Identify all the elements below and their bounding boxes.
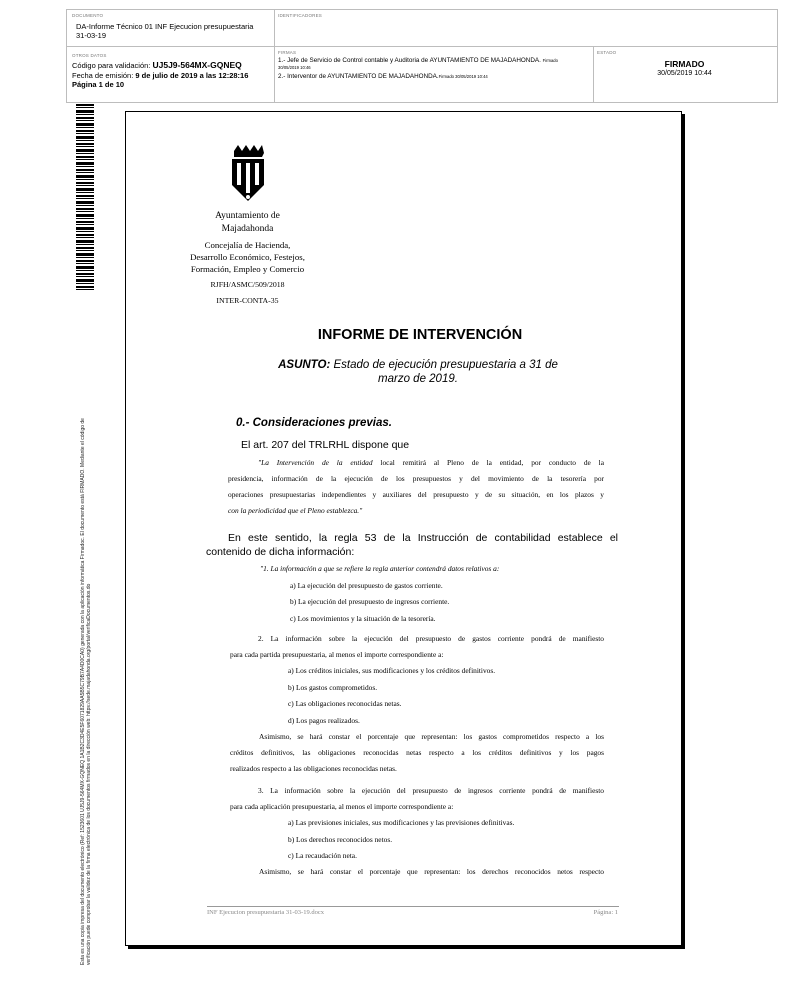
rule-item: b) La ejecución del presupuesto de ingresos corriente. (290, 597, 450, 606)
firma2-text: 2.- Interventor de AYUNTAMIENTO DE MAJADAHONDA. (278, 73, 439, 80)
validation-code (72, 61, 272, 71)
org-line: Majadahonda (221, 223, 274, 234)
quote-text: local remitirá al Pleno de la entidad, por conducto de la (380, 458, 605, 467)
footer-filename: INF Ejecucion presupuestaria 31-03-19.docx (207, 909, 324, 916)
signature-1 (278, 57, 593, 71)
rule-line: Asimismo, se hará constar el porcentaje que representan: los derechos reconocidos netos respecto (259, 867, 604, 876)
barcode (76, 104, 94, 292)
document-title: INFORME DE INTERVENCIÓN (317, 327, 523, 343)
rule-line: para cada aplicación presupuestaria, al menos el importe correspondiente a: (230, 802, 454, 811)
subject-text: marzo de 2019. (378, 373, 458, 385)
rule-line: realizados respecto a las obligaciones reconocidas netas. (230, 764, 397, 773)
signature-header (66, 9, 778, 103)
rule-line: 2. La información sobre la ejecución del presupuesto de gastos corriente pondrá de manifiesto (258, 634, 604, 643)
section-heading: 0.- Consideraciones previas. (236, 417, 392, 429)
rule-line: 3. La información sobre la ejecución del presupuesto de ingresos corriente pondrá de manifiesto (258, 786, 604, 795)
documento-label: DOCUMENTO (72, 13, 104, 18)
firmas-label: FIRMAS (278, 50, 297, 55)
reference-1: RJFH/ASMC/509/2018 (210, 280, 285, 289)
rule-item: a) Los créditos iniciales, sus modificaciones y los créditos definitivos. (288, 666, 496, 675)
signature-2 (278, 73, 593, 82)
firma1-text: 1.- Jefe de Servicio de Control contable y Auditoria de AYUNTAMIENTO DE MAJADAHONDA. (278, 57, 541, 64)
rule-item: d) Los pagos realizados. (288, 716, 360, 725)
org-line: Ayuntamiento de (215, 211, 280, 221)
rule-item: b) Los gastos comprometidos. (288, 683, 378, 692)
dept-line: Concejalía de Hacienda, (204, 240, 291, 250)
firma1-date: 30/05/2019 10:46 (278, 65, 311, 70)
quote-line: presidencia, información de la ejecución de los presupuestos y del movimiento de la tesorería por (228, 474, 604, 483)
fecha-label: Fecha de emisión: (72, 71, 134, 80)
subject-text: Estado de ejecución presupuestaria a 31 de (333, 359, 558, 371)
rule-line: créditos definitivos, las obligaciones reconocidas netas respecto a los créditos definitivos y los pagos (230, 748, 604, 757)
side-text-line: verificación puede comprobar la validez de la firma electrónica de los documentos firmados en la dirección web: https://sede.majadahonda.org/portal/verificaDocumentos.do (86, 583, 92, 965)
quote-line: con la periodicidad que el Pleno establezca." (228, 506, 363, 515)
otros-datos-label: OTROS DATOS (72, 53, 107, 58)
estado-label: ESTADO (597, 50, 617, 55)
footer-page-number: Página: 1 (593, 909, 618, 916)
verification-side-text (80, 285, 92, 965)
firma2-status: Firmado 30/05/2019 10:44 (438, 74, 488, 79)
subject (268, 358, 568, 386)
divider (274, 10, 275, 102)
page-count: Página 1 de 10 (72, 80, 125, 89)
rule-item: c) Los movimientos y la situación de la tesorería. (290, 614, 436, 623)
majadahonda-crest-icon (228, 143, 268, 205)
dept-line: Desarrollo Económico, Festejos, (190, 252, 305, 262)
organization-name (190, 210, 305, 235)
rule-item: a) La ejecución del presupuesto de gastos corriente. (290, 581, 443, 590)
codigo-value[interactable]: UJ5J9-564MX-GQNEQ (152, 60, 242, 70)
codigo-label: Código para validación: (72, 61, 151, 70)
estado-value: FIRMADO (664, 59, 705, 69)
documento-text: DA-Informe Técnico 01 INF Ejecucion presupuestaria 31-03-19 (76, 22, 254, 40)
quote-line: operaciones presupuestarias independientes y auxiliares del presupuesto y de su situación, en los plazos y (228, 490, 604, 499)
rule-item: b) Los derechos reconocidos netos. (288, 835, 393, 844)
subject-label: ASUNTO: (278, 359, 331, 371)
paragraph: En este sentido, la regla 53 de la Instrucción de contabilidad establece el (228, 532, 618, 544)
rule-line: Asimismo, se hará constar el porcentaje que representan: los gastos comprometidos respecto a los (259, 732, 604, 741)
firma1-status: Firmado (542, 58, 558, 63)
documento-value (76, 23, 256, 40)
quote-italic: "La Intervención de la entidad (258, 458, 373, 467)
rule-item: c) Las obligaciones reconocidas netas. (288, 699, 402, 708)
rule-line: para cada partida presupuestaria, al menos el importe correspondiente a: (230, 650, 444, 659)
reference-2: INTER-CONTA-35 (216, 296, 279, 305)
rule-line: "1. La información a que se refiere la regla anterior contendrá datos relativos a: (260, 564, 500, 573)
paragraph: contenido de dicha información: (206, 546, 355, 558)
rule-item: c) La recaudación neta. (288, 851, 357, 860)
divider (67, 46, 777, 47)
divider (593, 47, 594, 102)
side-text-line: Esta es una copia impresa del documento electrónico (Ref: 1523601 UJ5J9-564MX-GQNEQ 1A1B2C3D4E5F6071829AA5B5C79B7A4D0CA0) generada con la aplicación informática Firmadoc. El documento está FIRMADO. Mediante el código de (80, 418, 86, 965)
footer-divider (207, 906, 619, 907)
department (175, 239, 320, 275)
identificadores-label: IDENTIFICADORES (278, 13, 323, 18)
quote-line (258, 455, 604, 471)
estado-date: 30/05/2019 10:44 (657, 70, 712, 77)
dept-line: Formación, Empleo y Comercio (190, 264, 305, 274)
fecha-value: 9 de julio de 2019 a las 12:28:16 (135, 71, 249, 80)
intro-paragraph: El art. 207 del TRLRHL dispone que (241, 439, 410, 451)
rule-item: a) Las previsiones iniciales, sus modificaciones y las previsiones definitivas. (288, 818, 515, 827)
